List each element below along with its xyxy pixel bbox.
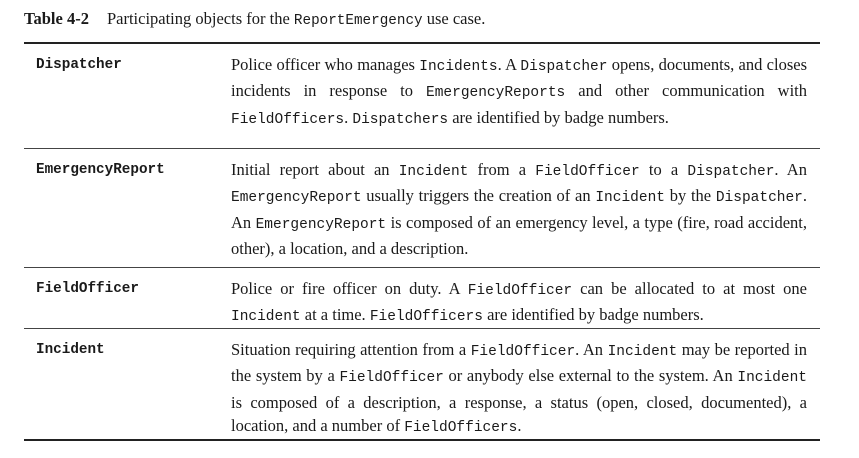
definition-text: opens, documents, and closes incidents in response to — [231, 55, 807, 101]
definition-text: Police or fire officer on duty. A — [231, 279, 468, 298]
code-term: Incident — [737, 370, 807, 387]
page — [24, 8, 820, 441]
definition-text: usually triggers the creation of an — [361, 186, 596, 206]
table-row — [24, 149, 820, 267]
code-term: Incident — [231, 309, 301, 326]
definition-text: . A — [497, 55, 521, 74]
definition-text: . — [517, 415, 522, 435]
definition-text: . An — [774, 160, 807, 179]
code-term: Incident — [607, 344, 678, 360]
definition-text: is composed of a description, a response, a status (open, closed, documented), a location, and a number of — [231, 392, 807, 435]
code-term: Dispatchers — [352, 111, 449, 128]
term-cell: FieldOfficer — [36, 281, 139, 297]
definition-text: may be reported in the system by a — [231, 340, 807, 386]
table-row — [24, 329, 820, 439]
definition-text: Police officer who manages — [231, 55, 420, 74]
code-term: EmergencyReport — [231, 190, 362, 207]
definition-text: and other communication with — [565, 81, 807, 101]
code-term: FieldOfficers — [231, 111, 345, 128]
table-number: Table 4-2 — [24, 9, 89, 28]
code-term: Dispatcher — [520, 59, 608, 75]
definition-text: to a — [639, 160, 688, 179]
term-cell: EmergencyReport — [36, 162, 165, 178]
code-term: FieldOfficer — [467, 283, 573, 299]
code-term: FieldOfficers — [404, 419, 518, 436]
table-caption — [24, 8, 820, 30]
definition-text: Situation requiring attention from a — [231, 340, 471, 359]
definition-text: are identified by badge numbers. — [482, 305, 704, 325]
table-row — [24, 268, 820, 328]
definition-cell — [231, 44, 807, 138]
definition-text: or anybody else external to the system. An — [443, 366, 738, 386]
code-term: FieldOfficer — [470, 344, 576, 360]
definition-cell — [231, 268, 807, 336]
code-term: EmergencyReport — [255, 216, 387, 233]
definition-text: can be allocated to at most one — [572, 279, 807, 298]
term-cell: Incident — [36, 342, 105, 358]
code-term: FieldOfficer — [339, 370, 444, 387]
definition-cell — [231, 149, 807, 266]
code-term: Incident — [595, 190, 665, 207]
definition-text: is composed of an emergency level, a type (fire, road accident, other), a location, and a description. — [231, 212, 807, 258]
code-term: Incidents — [419, 59, 498, 75]
definition-text: from a — [468, 160, 536, 179]
caption-text-after: use case. — [422, 9, 486, 28]
code-term: Dispatcher — [687, 164, 775, 180]
code-term: Incident — [398, 164, 469, 180]
code-term: Dispatcher — [715, 190, 803, 207]
code-term: EmergencyReports — [426, 85, 566, 102]
definition-text: Initial report about an — [231, 160, 399, 179]
code-term: FieldOfficer — [535, 164, 640, 180]
caption-text-before: Participating objects for the — [106, 9, 294, 28]
definition-text: at a time. — [300, 305, 370, 325]
definition-text: . An — [231, 186, 807, 232]
definition-text: by the — [664, 186, 716, 206]
term-cell: Dispatcher — [36, 57, 122, 73]
code-term: FieldOfficers — [369, 309, 483, 326]
definition-text: are identified by badge numbers. — [448, 107, 669, 127]
definition-text: . — [344, 107, 353, 127]
table-row — [24, 44, 820, 148]
definition-text: . An — [575, 340, 608, 359]
definition-cell — [231, 329, 807, 446]
caption-code: ReportEmergency — [293, 13, 423, 29]
